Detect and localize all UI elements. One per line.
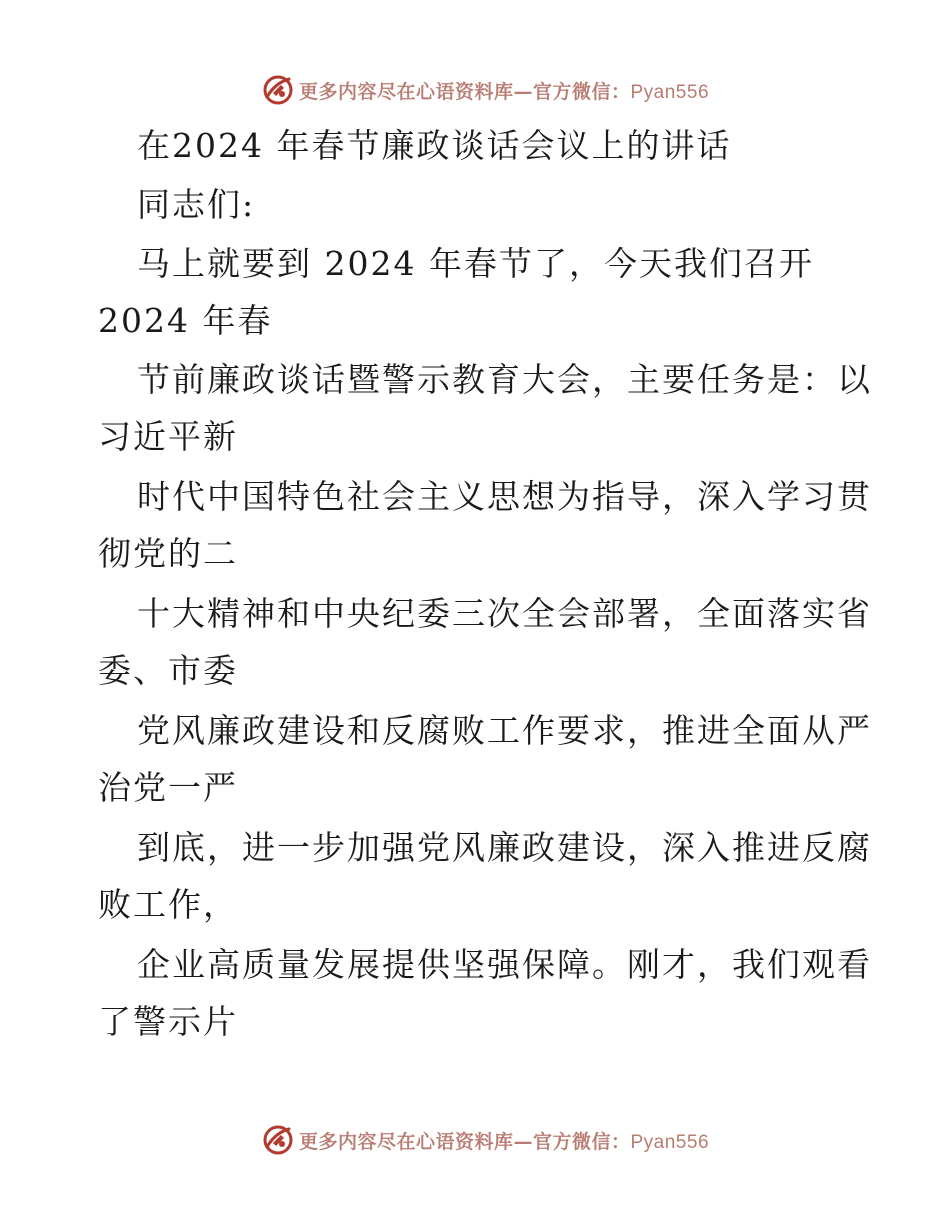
document-title: 在2024 年春节廉政谈话会议上的讲话 — [137, 126, 732, 165]
text-line: 党风廉政建设和反腐败工作要求，推进全面从严 — [137, 711, 872, 750]
text-line: 委、市委 — [98, 651, 238, 690]
watermark-text: 更多内容尽在心语资料库—官方微信：Pyan556 — [298, 1130, 710, 1153]
text-line: 节前廉政谈话暨警示教育大会，主要任务是：以 — [137, 360, 872, 399]
wechat-id: Pyan556 — [630, 1131, 710, 1153]
salutation: 同志们: — [137, 185, 256, 224]
text-line: 治党一严 — [98, 768, 238, 807]
text-line: 十大精神和中央纪委三次全会部署，全面落实省 — [137, 594, 872, 633]
text-line: 时代中国特色社会主义思想为指导，深入学习贯 — [137, 477, 872, 516]
text-line: 马上就要到 2024 年春节了，今天我们召开 — [137, 244, 814, 283]
pen-logo-icon — [261, 1123, 295, 1157]
footer-watermark — [0, 1120, 950, 1160]
wechat-id: Pyan556 — [630, 81, 710, 103]
text-line: 到底，进一步加强党风廉政建设，深入推进反腐 — [137, 828, 872, 867]
watermark-text: 更多内容尽在心语资料库—官方微信：Pyan556 — [298, 80, 710, 103]
text-line: 彻党的二 — [98, 534, 238, 573]
pen-logo-icon — [261, 73, 295, 107]
text-line: 企业高质量发展提供坚强保障。刚才，我们观看 — [137, 945, 872, 984]
text-line: 败工作， — [98, 885, 238, 924]
header-watermark — [0, 70, 950, 110]
text-line: 习近平新 — [98, 417, 238, 456]
text-line: 2024 年春 — [98, 301, 273, 340]
text-line: 了警示片 — [98, 1002, 238, 1041]
